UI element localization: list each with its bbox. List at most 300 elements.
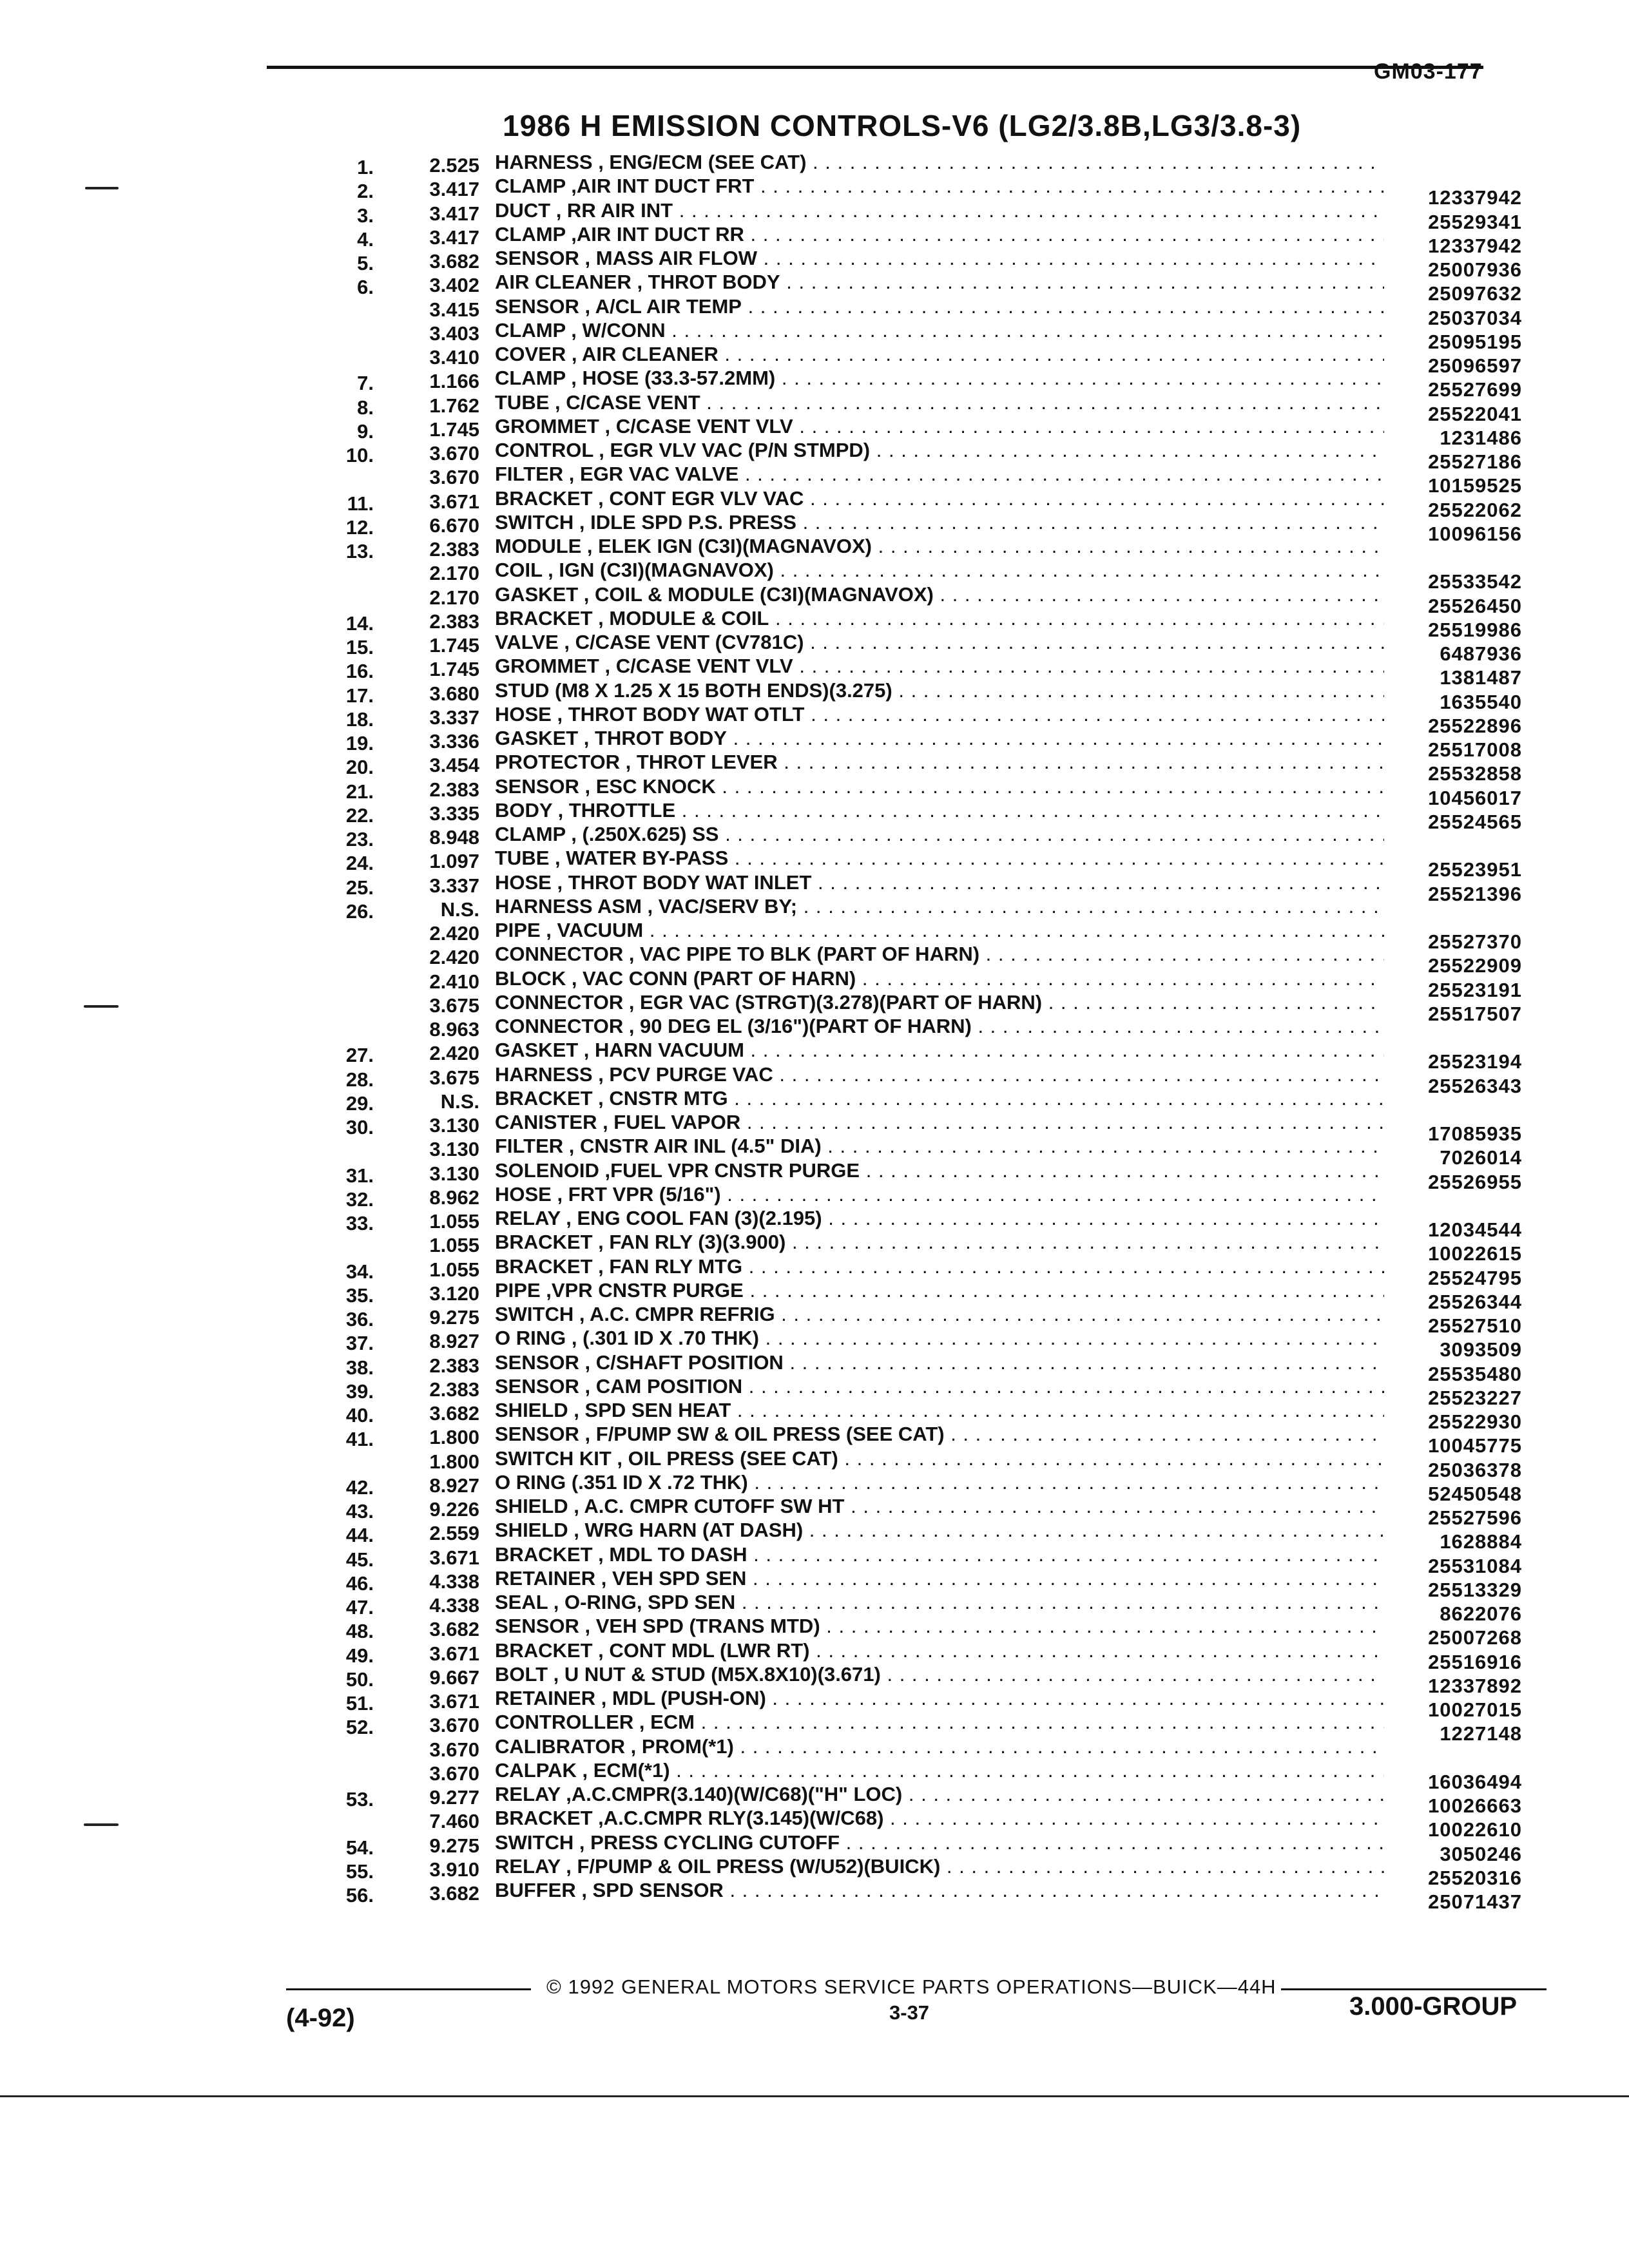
part-number: 12034544 bbox=[1428, 1218, 1522, 1241]
part-description: DUCT , RR AIR INT . . . bbox=[495, 199, 1384, 222]
part-description: SENSOR , A/CL AIR TEMP . . . bbox=[495, 295, 1384, 318]
list-item bbox=[0, 343, 1629, 377]
group-number: 3.130 bbox=[429, 1162, 479, 1185]
part-number: 12337892 bbox=[1428, 1674, 1522, 1697]
group-number: 4.338 bbox=[429, 1570, 479, 1593]
list-item bbox=[0, 1399, 1629, 1433]
group-number: 3.670 bbox=[429, 1714, 479, 1737]
list-item bbox=[0, 1783, 1629, 1817]
group-number: 3.415 bbox=[429, 298, 479, 321]
group-number: 4.338 bbox=[429, 1594, 479, 1617]
part-number: 8622076 bbox=[1440, 1602, 1522, 1625]
item-number: 37. bbox=[345, 1332, 374, 1355]
part-description: SHIELD , A.C. CMPR CUTOFF SW HT . . . bbox=[495, 1495, 1384, 1518]
part-number: 10045775 bbox=[1428, 1434, 1522, 1457]
part-description: TUBE , WATER BY-PASS . . . bbox=[495, 847, 1384, 870]
list-item bbox=[0, 1687, 1629, 1721]
list-item bbox=[0, 1519, 1629, 1553]
part-description: O RING , (.301 ID X .70 THK) . . . bbox=[495, 1327, 1384, 1350]
part-number: 3093509 bbox=[1440, 1338, 1522, 1361]
part-number: 25526344 bbox=[1428, 1290, 1522, 1313]
part-number: 25522896 bbox=[1428, 714, 1522, 737]
item-number: 15. bbox=[345, 636, 374, 658]
list-item bbox=[0, 1278, 1629, 1313]
list-item bbox=[0, 582, 1629, 617]
group-number: 1.097 bbox=[429, 850, 479, 873]
part-number: 10022615 bbox=[1428, 1242, 1522, 1265]
list-item bbox=[0, 318, 1629, 353]
group-number: 1.055 bbox=[429, 1234, 479, 1257]
part-description: VALVE , C/CASE VENT (CV781C) . . . bbox=[495, 631, 1384, 654]
part-description: BRACKET , CNSTR MTG . . . bbox=[495, 1087, 1384, 1110]
item-number: 41. bbox=[345, 1428, 374, 1451]
part-description: SHIELD , WRG HARN (AT DASH) . . . bbox=[495, 1519, 1384, 1542]
item-number: 45. bbox=[345, 1548, 374, 1571]
part-description: SEAL , O-RING, SPD SEN . . . bbox=[495, 1591, 1384, 1614]
group-number: 2.383 bbox=[429, 1378, 479, 1401]
list-item bbox=[0, 1303, 1629, 1337]
copyright-notice: © 1992 GENERAL MOTORS SERVICE PARTS OPERATIONS—BUICK—44H bbox=[546, 1975, 1277, 1998]
group-number: 1.762 bbox=[429, 394, 479, 417]
parts-list bbox=[0, 151, 1629, 1913]
item-number: 35. bbox=[345, 1283, 374, 1307]
part-description: SWITCH , PRESS CYCLING CUTOFF . . . bbox=[495, 1831, 1384, 1854]
list-item bbox=[0, 559, 1629, 593]
part-number: 1635540 bbox=[1440, 690, 1522, 713]
item-number: 38. bbox=[345, 1356, 374, 1379]
part-number: 25095195 bbox=[1428, 330, 1522, 353]
group-number: 3.675 bbox=[429, 1066, 479, 1089]
item-number: 29. bbox=[345, 1091, 374, 1115]
part-number: 7026014 bbox=[1440, 1146, 1522, 1169]
part-description: GASKET , COIL & MODULE (C3I)(MAGNAVOX) . . . bbox=[495, 583, 1384, 606]
part-description: SENSOR , CAM POSITION . . . bbox=[495, 1375, 1384, 1398]
group-number: N.S. bbox=[440, 1090, 479, 1113]
group-number: 3.670 bbox=[429, 466, 479, 489]
item-number: 23. bbox=[345, 828, 374, 850]
part-description: COVER , AIR CLEANER . . . bbox=[495, 343, 1384, 366]
part-number: 25531084 bbox=[1428, 1554, 1522, 1577]
group-number: 2.525 bbox=[429, 154, 479, 177]
list-item bbox=[0, 1807, 1629, 1841]
group-number: 3.682 bbox=[429, 1882, 479, 1905]
group-number: 3.337 bbox=[429, 706, 479, 729]
part-number: 3050246 bbox=[1440, 1842, 1522, 1865]
list-item bbox=[0, 943, 1629, 977]
part-number: 10456017 bbox=[1428, 786, 1522, 809]
part-description: RELAY , F/PUMP & OIL PRESS (W/U52)(BUICK) . . . bbox=[495, 1855, 1384, 1878]
item-number: 49. bbox=[345, 1644, 374, 1667]
group-label: 3.000-GROUP bbox=[1349, 1992, 1518, 2021]
group-number: 3.671 bbox=[429, 1690, 479, 1713]
part-number: 25524565 bbox=[1428, 810, 1522, 833]
group-number: 7.460 bbox=[429, 1810, 479, 1833]
item-number: 50. bbox=[345, 1667, 374, 1691]
list-item bbox=[0, 1446, 1629, 1481]
part-number: 1227148 bbox=[1440, 1722, 1522, 1745]
list-item bbox=[0, 537, 1629, 561]
group-number: 3.671 bbox=[429, 1642, 479, 1665]
part-description: PROTECTOR , THROT LEVER . . . bbox=[495, 751, 1384, 774]
part-description: COIL , IGN (C3I)(MAGNAVOX) . . . bbox=[495, 559, 1384, 582]
part-number: 10027015 bbox=[1428, 1698, 1522, 1721]
list-item bbox=[0, 1182, 1629, 1211]
part-description: BRACKET , CONT EGR VLV VAC . . . bbox=[495, 487, 1384, 510]
list-item bbox=[0, 1735, 1629, 1762]
item-number: 5. bbox=[357, 252, 374, 274]
list-item bbox=[0, 439, 1629, 473]
part-description: CLAMP , W/CONN . . . bbox=[495, 319, 1384, 342]
part-description: BRACKET , CONT MDL (LWR RT) . . . bbox=[495, 1639, 1384, 1662]
list-item bbox=[0, 798, 1629, 833]
group-number: 2.383 bbox=[429, 610, 479, 633]
item-number: 22. bbox=[345, 803, 374, 827]
list-item bbox=[0, 1758, 1629, 1793]
item-number: 36. bbox=[345, 1308, 374, 1331]
part-description: CALIBRATOR , PROM(*1) . . . bbox=[495, 1735, 1384, 1758]
item-number: 25. bbox=[345, 876, 374, 899]
group-number: 9.277 bbox=[429, 1786, 479, 1809]
item-number: 27. bbox=[345, 1044, 374, 1067]
group-number: 1.745 bbox=[429, 634, 479, 657]
group-number: 2.420 bbox=[429, 1042, 479, 1065]
group-number: 3.682 bbox=[429, 250, 479, 273]
part-description: STUD (M8 X 1.25 X 15 BOTH ENDS)(3.275) . . . bbox=[495, 679, 1384, 702]
item-number: 26. bbox=[345, 899, 374, 923]
part-description: RELAY ,A.C.CMPR(3.140)(W/C68)("H" LOC) . . . bbox=[495, 1783, 1384, 1806]
group-number: 2.420 bbox=[429, 922, 479, 945]
item-number: 40. bbox=[345, 1404, 374, 1427]
part-description: SENSOR , MASS AIR FLOW . . . bbox=[495, 247, 1384, 270]
group-number: 3.335 bbox=[429, 802, 479, 825]
item-number: 33. bbox=[345, 1212, 374, 1235]
part-number: 10026663 bbox=[1428, 1794, 1522, 1817]
part-description: SHIELD , SPD SEN HEAT . . . bbox=[495, 1399, 1384, 1422]
part-description: HOSE , THROT BODY WAT OTLT . . . bbox=[495, 703, 1384, 726]
page-title: 1986 H EMISSION CONTROLS-V6 (LG2/3.8B,LG3/3.8-3) bbox=[503, 109, 1302, 142]
part-description: RETAINER , VEH SPD SEN . . . bbox=[495, 1567, 1384, 1590]
list-item bbox=[0, 247, 1629, 281]
part-description: SWITCH KIT , OIL PRESS (SEE CAT) . . . bbox=[495, 1447, 1384, 1470]
item-number: 1. bbox=[357, 156, 374, 178]
part-number: 25527370 bbox=[1428, 930, 1522, 953]
part-description: GASKET , HARN VACUUM . . . bbox=[495, 1039, 1384, 1062]
part-description: BLOCK , VAC CONN (PART OF HARN) . . . bbox=[495, 967, 1384, 990]
part-description: SENSOR , ESC KNOCK . . . bbox=[495, 775, 1384, 798]
group-number: 3.403 bbox=[429, 322, 479, 345]
group-number: 3.670 bbox=[429, 1762, 479, 1785]
list-item bbox=[0, 414, 1629, 449]
footer-rule-right bbox=[1281, 1988, 1547, 1990]
part-number: 25521396 bbox=[1428, 882, 1522, 905]
group-number: 1.166 bbox=[429, 370, 479, 393]
list-item bbox=[0, 1615, 1629, 1649]
part-number: 6487936 bbox=[1440, 642, 1522, 665]
list-item bbox=[0, 751, 1629, 785]
part-description: HARNESS , PCV PURGE VAC . . . bbox=[495, 1063, 1384, 1086]
list-item bbox=[0, 510, 1629, 545]
part-description: CONTROLLER , ECM . . . bbox=[495, 1711, 1384, 1734]
group-number: 3.402 bbox=[429, 274, 479, 297]
part-number: 25516916 bbox=[1428, 1650, 1522, 1673]
part-description: GROMMET , C/CASE VENT VLV . . . bbox=[495, 655, 1384, 678]
part-description: AIR CLEANER , THROT BODY . . . bbox=[495, 271, 1384, 294]
group-number: 3.682 bbox=[429, 1402, 479, 1425]
list-item bbox=[0, 655, 1629, 689]
item-number: 7. bbox=[357, 372, 374, 395]
part-description: SOLENOID ,FUEL VPR CNSTR PURGE . . . bbox=[495, 1159, 1384, 1182]
list-item bbox=[0, 774, 1629, 809]
list-item bbox=[0, 1207, 1629, 1241]
list-item bbox=[0, 990, 1629, 1025]
part-number: 25097632 bbox=[1428, 282, 1522, 305]
part-description: O RING (.351 ID X .72 THK) . . . bbox=[495, 1471, 1384, 1494]
group-number: 9.226 bbox=[429, 1498, 479, 1521]
item-number: 11. bbox=[347, 492, 374, 515]
list-item bbox=[0, 847, 1629, 881]
list-item bbox=[0, 1542, 1629, 1577]
group-number: 3.910 bbox=[429, 1858, 479, 1881]
group-number: 1.745 bbox=[429, 658, 479, 681]
item-number: 18. bbox=[345, 707, 374, 731]
part-description: CLAMP ,AIR INT DUCT FRT . . . bbox=[495, 175, 1384, 198]
list-item bbox=[0, 463, 1629, 497]
part-description: CALPAK , ECM(*1) . . . bbox=[495, 1759, 1384, 1782]
part-number: 10022610 bbox=[1428, 1818, 1522, 1841]
item-number: 12. bbox=[345, 515, 374, 539]
page-number: 3-37 bbox=[889, 2001, 930, 2024]
part-number: 25524795 bbox=[1428, 1266, 1522, 1289]
item-number: 44. bbox=[345, 1524, 374, 1547]
part-description: CONNECTOR , 90 DEG EL (3/16")(PART OF HARN) . . . bbox=[495, 1015, 1384, 1038]
part-number: 12337942 bbox=[1428, 234, 1522, 257]
list-item bbox=[0, 1062, 1629, 1097]
part-number: 25036378 bbox=[1428, 1458, 1522, 1481]
item-number: 21. bbox=[345, 780, 374, 803]
item-number: 9. bbox=[357, 419, 374, 443]
item-number: 54. bbox=[345, 1836, 374, 1859]
group-number: 8.962 bbox=[429, 1186, 479, 1209]
list-item bbox=[0, 1639, 1629, 1673]
group-number: 3.336 bbox=[429, 730, 479, 753]
item-number: 46. bbox=[345, 1571, 374, 1595]
list-item bbox=[0, 1254, 1629, 1289]
part-description: FILTER , CNSTR AIR INL (4.5" DIA) . . . bbox=[495, 1135, 1384, 1158]
list-item bbox=[0, 1086, 1629, 1115]
part-description: CONNECTOR , EGR VAC (STRGT)(3.278)(PART OF HARN) . . . bbox=[495, 991, 1384, 1014]
part-number: 25071437 bbox=[1428, 1890, 1522, 1913]
part-number: 25529341 bbox=[1428, 210, 1522, 233]
list-item bbox=[0, 606, 1629, 641]
group-number: 1.055 bbox=[429, 1210, 479, 1233]
part-number: 10096156 bbox=[1428, 522, 1522, 545]
group-number: 3.682 bbox=[429, 1618, 479, 1641]
part-number: 25523191 bbox=[1428, 978, 1522, 1001]
item-number: 14. bbox=[345, 611, 374, 635]
list-item bbox=[0, 1711, 1629, 1745]
part-number: 25526955 bbox=[1428, 1170, 1522, 1193]
part-description: BRACKET , FAN RLY MTG . . . bbox=[495, 1255, 1384, 1278]
group-number: 3.670 bbox=[429, 442, 479, 465]
list-item bbox=[0, 702, 1629, 737]
part-description: SENSOR , F/PUMP SW & OIL PRESS (SEE CAT) . . . bbox=[495, 1423, 1384, 1446]
group-number: 3.680 bbox=[429, 682, 479, 705]
group-number: 1.800 bbox=[429, 1426, 479, 1449]
group-number: 2.383 bbox=[429, 538, 479, 561]
part-description: CLAMP , (.250X.625) SS . . . bbox=[495, 823, 1384, 846]
list-item bbox=[0, 198, 1629, 233]
list-item bbox=[0, 1879, 1629, 1913]
list-item bbox=[0, 678, 1629, 713]
list-item bbox=[0, 1591, 1629, 1625]
page-bottom-rule bbox=[0, 2095, 1629, 2097]
part-number: 25522041 bbox=[1428, 402, 1522, 425]
part-description: GASKET , THROT BODY . . . bbox=[495, 727, 1384, 750]
group-number: 3.130 bbox=[429, 1138, 479, 1161]
part-number: 25527186 bbox=[1428, 450, 1522, 473]
list-item bbox=[0, 919, 1629, 953]
list-item bbox=[0, 631, 1629, 665]
item-number: 32. bbox=[345, 1187, 374, 1211]
part-description: MODULE , ELEK IGN (C3I)(MAGNAVOX) . . . bbox=[495, 535, 1384, 558]
list-item bbox=[0, 1231, 1629, 1265]
part-number: 25527510 bbox=[1428, 1314, 1522, 1337]
group-number: 2.383 bbox=[429, 1354, 479, 1377]
group-number: 2.420 bbox=[429, 946, 479, 969]
list-item bbox=[0, 1423, 1629, 1457]
list-item bbox=[0, 894, 1629, 923]
item-number: 56. bbox=[345, 1884, 374, 1907]
part-description: CLAMP , HOSE (33.3-57.2MM) . . . bbox=[495, 367, 1384, 390]
group-number: 3.410 bbox=[429, 346, 479, 369]
list-item bbox=[0, 1111, 1629, 1145]
list-item bbox=[0, 175, 1629, 209]
group-number: 3.130 bbox=[429, 1114, 479, 1137]
list-item bbox=[0, 1854, 1629, 1889]
list-item bbox=[0, 825, 1629, 849]
part-description: CONNECTOR , VAC PIPE TO BLK (PART OF HARN) . . . bbox=[495, 943, 1384, 966]
group-number: 9.275 bbox=[429, 1834, 479, 1857]
part-description: SENSOR , VEH SPD (TRANS MTD) . . . bbox=[495, 1615, 1384, 1638]
item-number: 30. bbox=[345, 1116, 374, 1139]
list-item bbox=[0, 390, 1629, 425]
part-number: 25037034 bbox=[1428, 306, 1522, 329]
item-number: 13. bbox=[345, 540, 374, 562]
item-number: 31. bbox=[345, 1164, 374, 1187]
list-item bbox=[0, 1470, 1629, 1505]
part-number: 25527699 bbox=[1428, 378, 1522, 401]
item-number: 10. bbox=[345, 444, 374, 466]
part-number: 25533542 bbox=[1428, 570, 1522, 593]
list-item bbox=[0, 1327, 1629, 1361]
item-number: 3. bbox=[357, 204, 374, 227]
list-item bbox=[0, 1495, 1629, 1529]
list-item bbox=[0, 1017, 1629, 1041]
group-number: 1.800 bbox=[429, 1450, 479, 1473]
group-number: 2.559 bbox=[429, 1522, 479, 1545]
part-description: SENSOR , C/SHAFT POSITION . . . bbox=[495, 1351, 1384, 1374]
item-number: 34. bbox=[345, 1260, 374, 1283]
item-number: 52. bbox=[345, 1716, 374, 1739]
part-description: BUFFER , SPD SENSOR . . . bbox=[495, 1879, 1384, 1902]
group-number: 2.383 bbox=[429, 778, 479, 801]
part-description: RETAINER , MDL (PUSH-ON) . . . bbox=[495, 1687, 1384, 1710]
item-number: 17. bbox=[345, 684, 374, 707]
part-number: 16036494 bbox=[1428, 1770, 1522, 1793]
part-description: SWITCH , IDLE SPD P.S. PRESS . . . bbox=[495, 511, 1384, 534]
item-number: 53. bbox=[345, 1788, 374, 1811]
group-number: 1.745 bbox=[429, 418, 479, 441]
group-number: 2.410 bbox=[429, 970, 479, 993]
part-number: 25007936 bbox=[1428, 258, 1522, 281]
part-description: HARNESS , ENG/ECM (SEE CAT) . . . bbox=[495, 151, 1384, 174]
part-description: FILTER , EGR VAC VALVE . . . bbox=[495, 463, 1384, 486]
list-item bbox=[0, 966, 1629, 1001]
group-number: 6.670 bbox=[429, 514, 479, 537]
part-number: 25526450 bbox=[1428, 594, 1522, 617]
list-item bbox=[0, 1662, 1629, 1697]
group-number: 3.670 bbox=[429, 1738, 479, 1761]
item-number: 28. bbox=[345, 1068, 374, 1091]
part-description: BODY , THROTTLE . . . bbox=[495, 799, 1384, 822]
group-number: 9.275 bbox=[429, 1306, 479, 1329]
item-number: 55. bbox=[345, 1860, 374, 1883]
group-number: 2.170 bbox=[429, 562, 479, 585]
group-number: N.S. bbox=[440, 898, 479, 921]
part-description: CANISTER , FUEL VAPOR . . . bbox=[495, 1111, 1384, 1134]
part-number: 25527596 bbox=[1428, 1506, 1522, 1529]
item-number: 51. bbox=[345, 1692, 374, 1715]
list-item bbox=[0, 1566, 1629, 1601]
item-number: 4. bbox=[357, 227, 374, 251]
list-item bbox=[0, 1135, 1629, 1169]
part-description: CONTROL , EGR VLV VAC (P/N STMPD) . . . bbox=[495, 439, 1384, 462]
group-number: 8.963 bbox=[429, 1018, 479, 1041]
part-number: 25523194 bbox=[1428, 1050, 1522, 1073]
part-number: 25517008 bbox=[1428, 738, 1522, 761]
part-description: RELAY , ENG COOL FAN (3)(2.195) . . . bbox=[495, 1207, 1384, 1230]
part-number: 1381487 bbox=[1440, 666, 1522, 689]
part-description: HOSE , FRT VPR (5/16") . . . bbox=[495, 1183, 1384, 1206]
group-number: 8.948 bbox=[429, 826, 479, 849]
part-number: 25523227 bbox=[1428, 1386, 1522, 1409]
list-item bbox=[0, 294, 1629, 329]
group-number: 3.454 bbox=[429, 754, 479, 777]
group-number: 3.337 bbox=[429, 874, 479, 897]
part-number: 25096597 bbox=[1428, 354, 1522, 377]
list-item bbox=[0, 271, 1629, 305]
part-number: 25522062 bbox=[1428, 498, 1522, 521]
part-number: 17085935 bbox=[1428, 1122, 1522, 1145]
part-description: BOLT , U NUT & STUD (M5X.8X10)(3.671) . . . bbox=[495, 1663, 1384, 1686]
part-number: 25526343 bbox=[1428, 1074, 1522, 1097]
part-number: 25535480 bbox=[1428, 1362, 1522, 1385]
list-item bbox=[0, 1158, 1629, 1193]
part-description: BRACKET , MODULE & COIL . . . bbox=[495, 607, 1384, 630]
list-item bbox=[0, 486, 1629, 521]
part-number: 25519986 bbox=[1428, 618, 1522, 641]
group-number: 3.675 bbox=[429, 994, 479, 1017]
item-number: 6. bbox=[357, 276, 374, 299]
part-description: CLAMP ,AIR INT DUCT RR . . . bbox=[495, 223, 1384, 246]
list-item bbox=[0, 222, 1629, 257]
group-number: 1.055 bbox=[429, 1258, 479, 1281]
part-description: HOSE , THROT BODY WAT INLET . . . bbox=[495, 871, 1384, 894]
item-number: 42. bbox=[345, 1475, 374, 1499]
item-number: 2. bbox=[357, 180, 374, 203]
item-number: 19. bbox=[345, 732, 374, 754]
list-item bbox=[0, 367, 1629, 401]
